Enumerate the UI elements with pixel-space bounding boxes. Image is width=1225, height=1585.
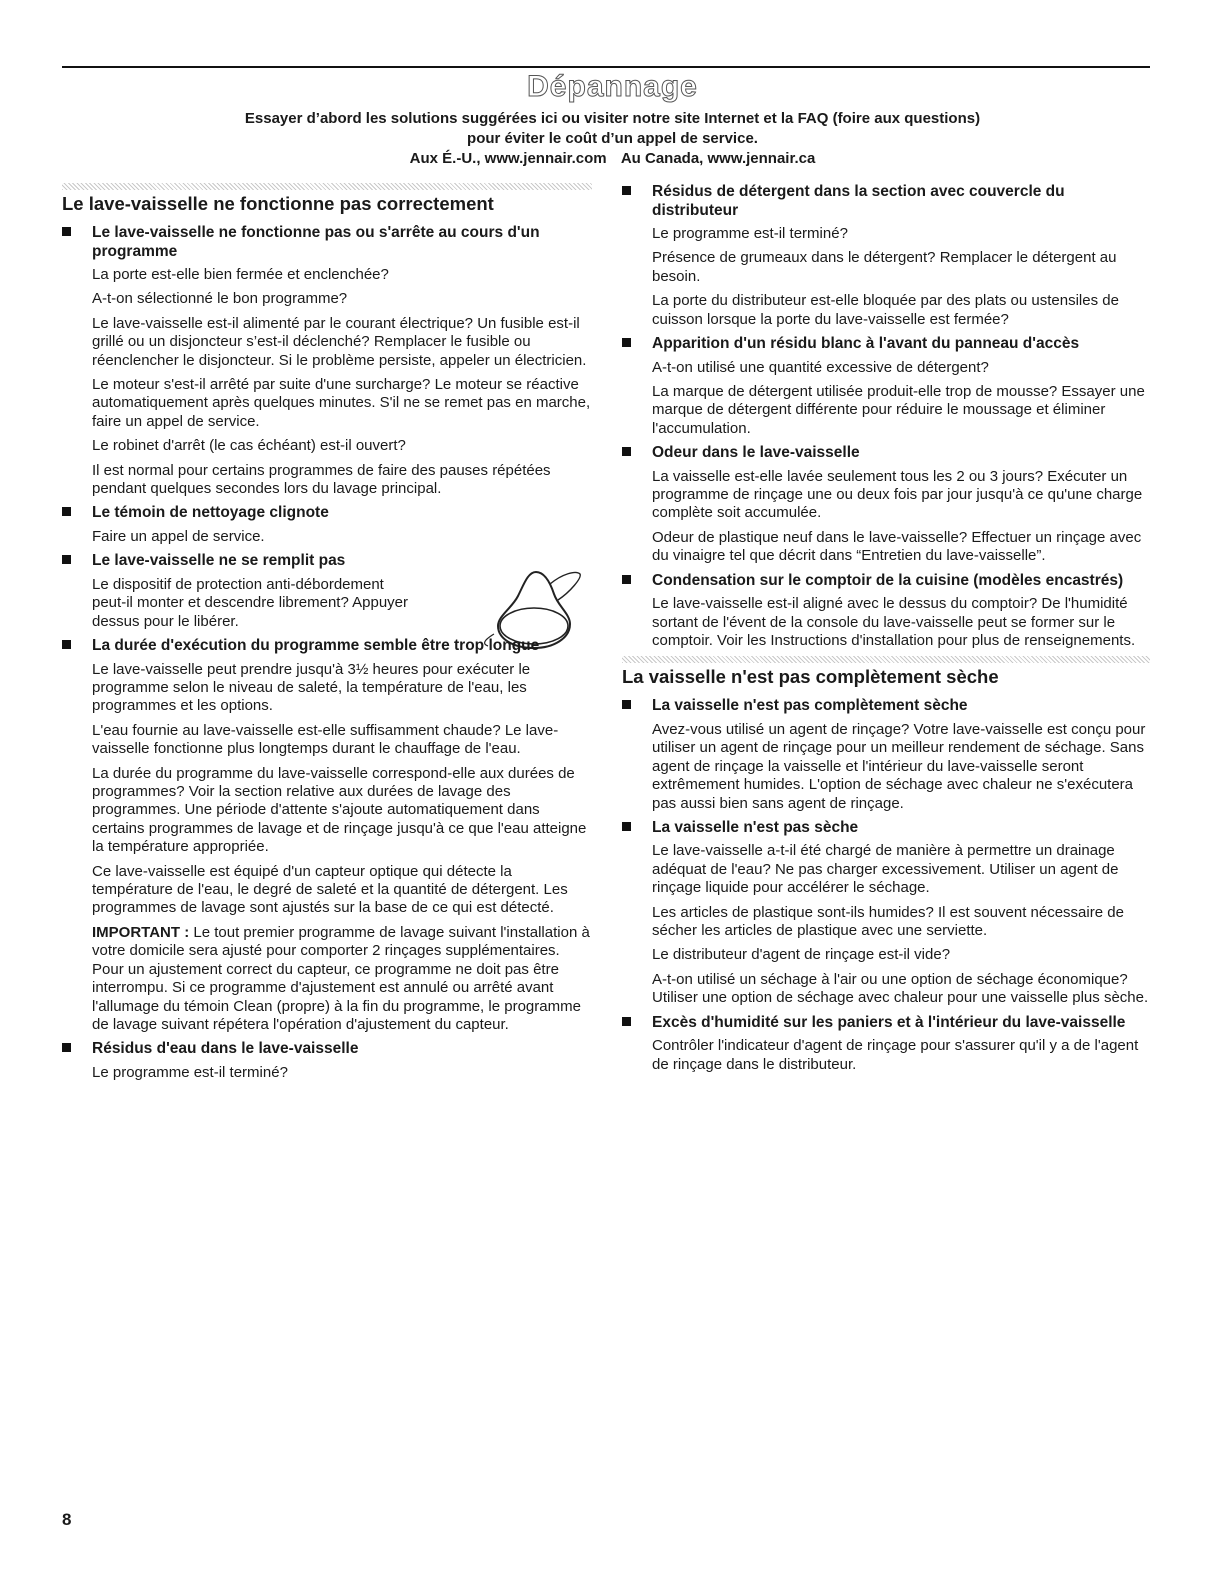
item-title: La vaisselle n'est pas complètement sèche bbox=[652, 697, 968, 715]
left-column bbox=[62, 183, 592, 1088]
item-title: Le lave-vaisselle ne se remplit pas bbox=[92, 552, 346, 570]
bullet-square-icon bbox=[622, 338, 631, 347]
item-text: Avez-vous utilisé un agent de rinçage? Votre lave-vaisselle est conçu pour utiliser un agent de rinçage pour un meilleur rendement de séchage. Sans agent de rinçage la vaisselle et l'intérieur du lave-vaisselle seront extrêmement humides. L'option de séchage avec chaleur ne s'exécutera pas aussi bien sans agent de rinçage. bbox=[652, 720, 1146, 812]
section-title: Le lave-vaisselle ne fonctionne pas correctement bbox=[62, 193, 494, 214]
trouble-item bbox=[622, 819, 1150, 1008]
item-text: Présence de grumeaux dans le détergent? Remplacer le détergent au besoin. bbox=[652, 249, 1117, 285]
intro-line-2: pour éviter le coût d’un appel de service. bbox=[467, 130, 758, 147]
item-text: La durée du programme du lave-vaisselle correspond-elle aux durées de programmes? Voir la section relative aux durées de lavage des programmes. Une période d'attente s'ajoute automatiquement dans certains programmes de lavage et de rinçage jusqu'à ce que l'eau atteigne la température appropriée. bbox=[92, 764, 587, 856]
item-text: Contrôler l'indicateur d'agent de rinçage pour s'assurer qu'il y a de l'agent de rinçage dans le distributeur. bbox=[652, 1037, 1139, 1073]
item-title: Odeur dans le lave-vaisselle bbox=[652, 444, 860, 462]
bullet-square-icon bbox=[62, 507, 71, 516]
trouble-item bbox=[62, 637, 592, 1034]
item-text: La porte du distributeur est-elle bloquée par des plats ou ustensiles de cuisson lorsque la porte du lave-vaisselle est fermée? bbox=[652, 292, 1119, 328]
bullet-square-icon bbox=[62, 640, 71, 649]
item-text: La porte est-elle bien fermée et enclenchée? bbox=[92, 266, 389, 283]
item-text: A-t-on utilisé un séchage à l'air ou une option de séchage économique? Utiliser une option de séchage avec chaleur pour une vaisselle plus sèche. bbox=[652, 970, 1149, 1007]
bullet-square-icon bbox=[62, 555, 71, 564]
bullet-square-icon bbox=[622, 186, 631, 195]
trouble-item bbox=[62, 224, 592, 498]
item-text: Le moteur s'est-il arrêté par suite d'une surcharge? Le moteur se réactive automatiquement après quelques minutes. S'il ne se remet pas en marche, faire un appel de service. bbox=[92, 376, 591, 430]
top-rule bbox=[62, 66, 1150, 68]
right-column bbox=[622, 183, 1150, 1080]
trouble-item bbox=[622, 444, 1150, 566]
trouble-item bbox=[622, 335, 1150, 438]
item-text: Le lave-vaisselle est-il aligné avec le dessus du comptoir? De l'humidité sortant de l'évent de la console du lave-vaisselle peut se former sur le comptoir. Voir les Instructions d'installation pour plus de renseignements. bbox=[652, 595, 1136, 649]
item-text: Odeur de plastique neuf dans le lave-vaisselle? Effectuer un rinçage avec du vinaigre tel que décrit dans “Entretien du lave-vaisselle”. bbox=[652, 528, 1142, 565]
item-text: Le lave-vaisselle a-t-il été chargé de manière à permettre un drainage adéquat de l'eau? Ne pas charger excessivement. Utiliser un agent de rinçage liquide pour accélérer le séchage. bbox=[652, 842, 1119, 897]
bullet-square-icon bbox=[622, 700, 631, 709]
page-number: 8 bbox=[62, 1510, 72, 1529]
bullet-square-icon bbox=[622, 822, 631, 831]
bullet-square-icon bbox=[622, 1017, 631, 1026]
item-text: Faire un appel de service. bbox=[92, 527, 265, 545]
item-title: La vaisselle n'est pas sèche bbox=[652, 818, 859, 836]
trouble-item bbox=[62, 552, 592, 631]
item-text: Le dispositif de protection anti-débordement peut-il monter et descendre librement? Appuyer dessus pour le libérer. bbox=[92, 575, 409, 630]
item-title: La durée d'exécution du programme semble être trop longue bbox=[92, 637, 540, 655]
item-text: A-t-on utilisé une quantité excessive de détergent? bbox=[652, 358, 989, 376]
section-pattern-bar bbox=[62, 183, 592, 190]
bullet-square-icon bbox=[622, 575, 631, 584]
intro-line-1: Essayer d’abord les solutions suggérées ici ou visiter notre site Internet et la FAQ (foire aux questions) bbox=[244, 110, 981, 127]
site-us[interactable]: Aux É.-U., www.jennair.com bbox=[409, 150, 607, 167]
item-text: Le lave-vaisselle est-il alimenté par le courant électrique? Un fusible est-il grillé ou un disjoncteur s’est-il déclenché? Remplacer le fusible ou réenclencher le disjoncteur. Si le problème persiste, appeler un électricien. bbox=[92, 314, 587, 369]
trouble-item bbox=[622, 1014, 1150, 1074]
important-label: IMPORTANT : bbox=[92, 923, 190, 941]
item-title: Le lave-vaisselle ne fonctionne pas ou s'arrête au cours d'un programme bbox=[92, 224, 540, 260]
overflow-protector-row bbox=[92, 576, 592, 631]
section-title: La vaisselle n'est pas complètement sèche bbox=[622, 666, 999, 688]
bullet-square-icon bbox=[622, 447, 631, 456]
trouble-item bbox=[622, 572, 1150, 651]
item-title: Résidus de détergent dans la section avec couvercle du distributeur bbox=[652, 183, 1065, 219]
item-text: Le lave-vaisselle peut prendre jusqu'à 3½ heures pour exécuter le programme selon le niveau de saleté, la température de l'eau, les programmes et les options. bbox=[92, 660, 531, 715]
bullet-square-icon bbox=[62, 1043, 71, 1052]
bullet-square-icon bbox=[62, 227, 71, 236]
trouble-item bbox=[62, 504, 592, 546]
item-text: A-t-on sélectionné le bon programme? bbox=[92, 290, 348, 308]
trouble-item bbox=[622, 697, 1150, 813]
item-title: Apparition d'un résidu blanc à l'avant du panneau d'accès bbox=[652, 335, 1080, 353]
intro-block bbox=[0, 109, 1225, 169]
page-title: Dépannage bbox=[527, 70, 698, 103]
section-pattern-bar bbox=[622, 656, 1150, 663]
item-text: Les articles de plastique sont-ils humides? Il est souvent nécessaire de sécher les articles de plastique avec une serviette. bbox=[652, 903, 1124, 940]
item-text: Le robinet d'arrêt (le cas échéant) est-il ouvert? bbox=[92, 437, 406, 455]
site-ca[interactable]: Au Canada, www.jennair.ca bbox=[620, 150, 816, 167]
item-title: Condensation sur le comptoir de la cuisine (modèles encastrés) bbox=[652, 571, 1124, 589]
trouble-item bbox=[62, 1040, 592, 1082]
important-note bbox=[92, 924, 592, 1034]
item-text: Ce lave-vaisselle est équipé d'un capteur optique qui détecte la température de l'eau, le degré de saleté et la quantité de détergent. Les programmes de lavage sont ajustés sur la base de ce qui est détecté. bbox=[92, 862, 568, 917]
important-text: Le tout premier programme de lavage suivant l'installation à votre domicile sera ajusté pour comporter 2 rinçages supplémentaires. Pour un ajustement correct du capteur, ce programme ne doit pas être interrompu. Si ce programme d'ajustement est annulé ou arrêté avant l'allumage du témoin Clean (propre) à la fin du programme, le programme de lavage suivant répétera l'opération d'ajustement du capteur. bbox=[92, 923, 590, 1033]
item-text: Le distributeur d'agent de rinçage est-il vide? bbox=[652, 946, 951, 964]
item-title: Résidus d'eau dans le lave-vaisselle bbox=[92, 1040, 359, 1058]
website-links bbox=[405, 149, 821, 169]
item-text: L'eau fournie au lave-vaisselle est-elle suffisamment chaude? Le lave-vaisselle fonctionne plus longtemps durant le chauffage de l'eau. bbox=[92, 721, 559, 758]
item-title: Le témoin de nettoyage clignote bbox=[92, 504, 329, 522]
item-text: Il est normal pour certains programmes de faire des pauses répétées pendant quelques secondes lors du lavage principal. bbox=[92, 461, 551, 498]
item-text: Le programme est-il terminé? bbox=[652, 225, 848, 242]
item-text: La marque de détergent utilisée produit-elle trop de mousse? Essayer une marque de détergent différente pour réduire le moussage et éliminer l'accumulation. bbox=[652, 382, 1145, 437]
item-text: Le programme est-il terminé? bbox=[92, 1063, 288, 1081]
item-title: Excès d'humidité sur les paniers et à l'intérieur du lave-vaisselle bbox=[652, 1013, 1126, 1031]
trouble-item bbox=[622, 183, 1150, 329]
item-text: La vaisselle est-elle lavée seulement tous les 2 ou 3 jours? Exécuter un programme de rinçage une ou deux fois par jour jusqu'à ce qu'une charge complète soit accumulée. bbox=[652, 467, 1143, 522]
